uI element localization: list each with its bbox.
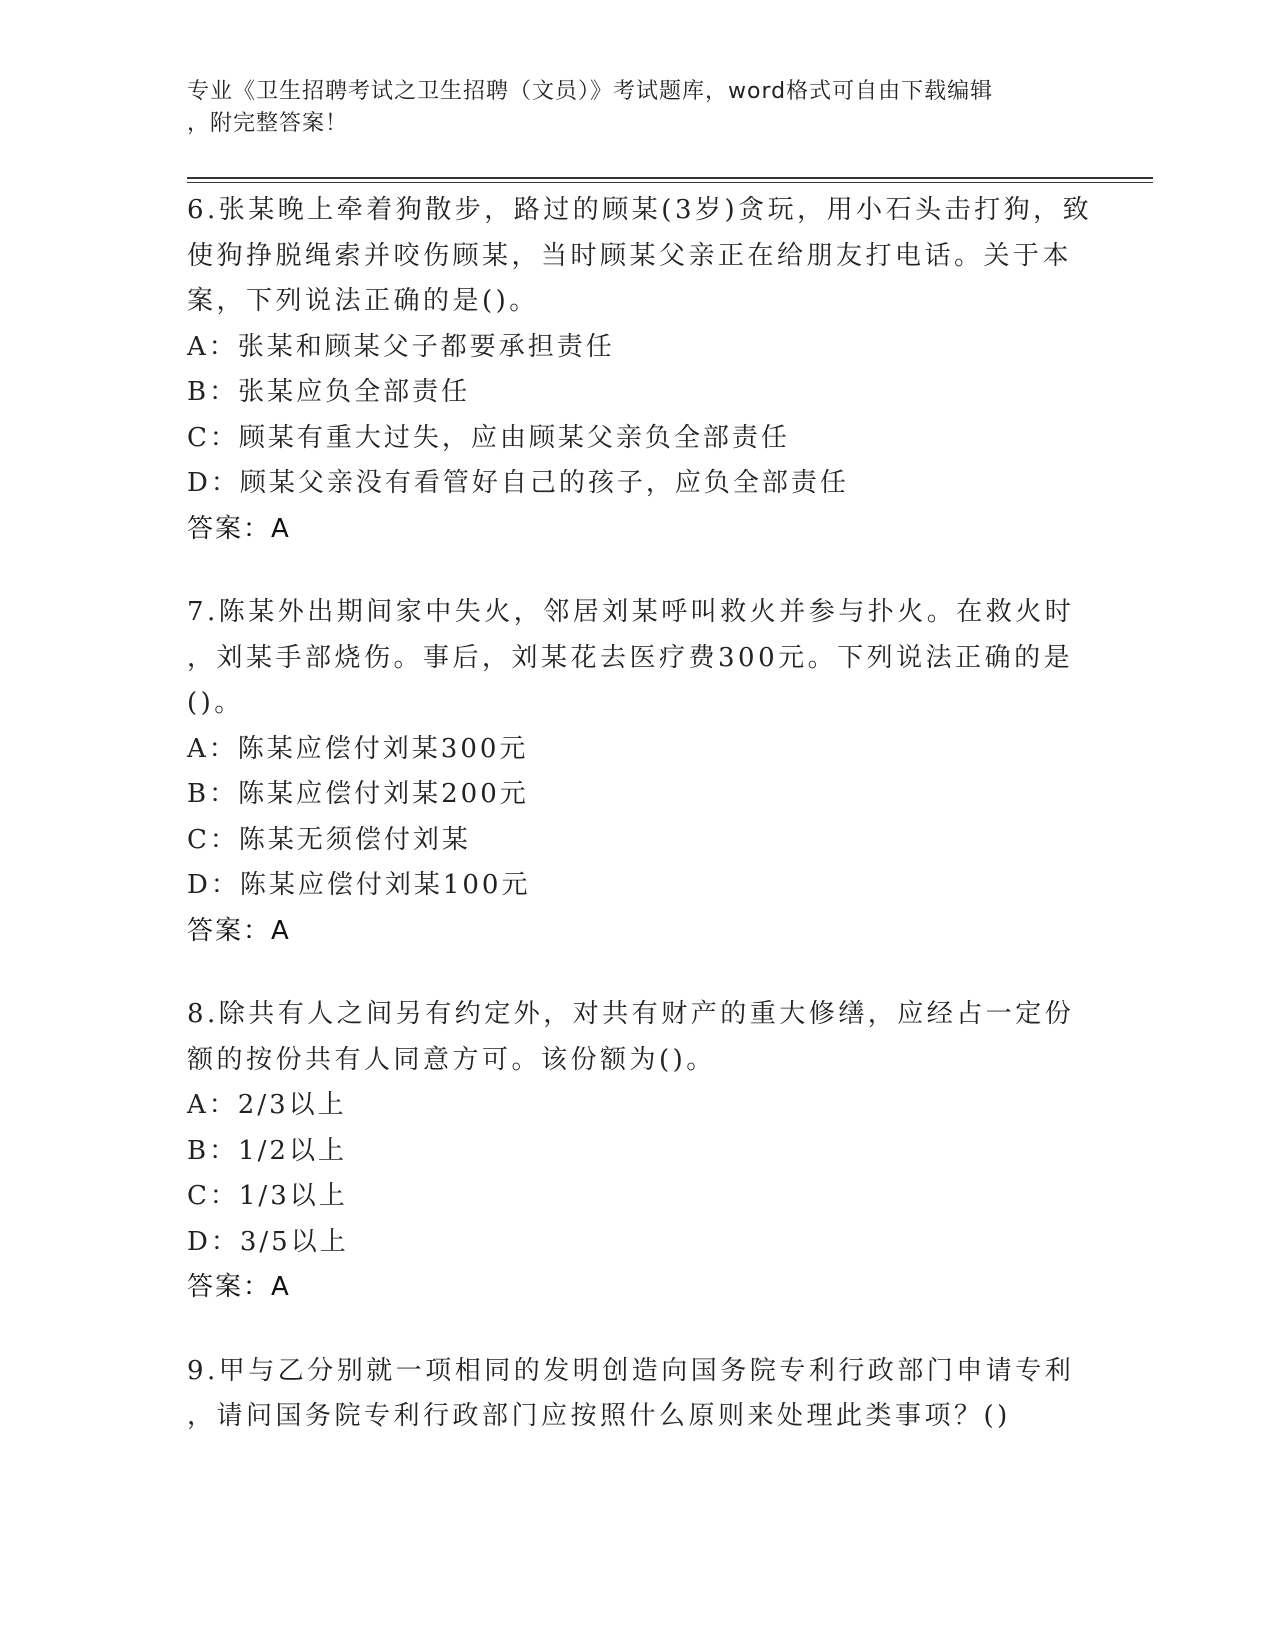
question-item: [187, 1349, 1087, 1440]
option-b: B：陈某应偿付刘某200元: [187, 779, 529, 809]
header-divider: [187, 182, 1153, 183]
question-text: ，请问国务院专利行政部门应按照什么原则来处理此类事项？(): [187, 1401, 1011, 1431]
option-a: A：2/3以上: [187, 1090, 347, 1120]
question-text: 9.甲与乙分别就一项相同的发明创造向国务院专利行政部门申请专利: [187, 1355, 1075, 1386]
question-list: [187, 188, 1093, 1478]
option-c: C：1/3以上: [187, 1181, 348, 1211]
option-c: C：顾某有重大过失，应由顾某父亲负全部责任: [187, 422, 790, 453]
header-divider: [187, 177, 1153, 179]
question-item: [187, 188, 1093, 552]
question-item: [187, 590, 1087, 954]
option-a: A：陈某应偿付刘某300元: [187, 733, 529, 764]
question-text: 使狗挣脱绳索并咬伤顾某，当时顾某父亲正在给朋友打电话。关于本: [187, 240, 1073, 271]
question-text: 案，下列说法正确的是()。: [187, 286, 539, 316]
option-b: B：1/2以上: [187, 1135, 347, 1166]
question-text: 6.张某晚上牵着狗散步，路过的顾某(3岁)贪玩，用小石头击打狗，致: [187, 195, 1093, 225]
option-a: A：张某和顾某父子都要承担责任: [187, 331, 615, 362]
question-text: ，刘某手部烧伤。事后，刘某花去医疗费300元。下列说法正确的是: [187, 642, 1074, 673]
question-text: 8.除共有人之间另有约定外，对共有财产的重大修缮，应经占一定份: [187, 999, 1075, 1029]
question-text: 7.陈某外出期间家中失火，邻居刘某呼叫救火并参与扑火。在救火时: [187, 597, 1075, 627]
document-header: [187, 76, 1067, 140]
option-d: D：3/5以上: [187, 1226, 349, 1257]
answer-text: 答案：A: [187, 915, 291, 946]
header-line: ，附完整答案！: [187, 111, 349, 136]
question-item: [187, 992, 1087, 1311]
option-c: C：陈某无须偿付刘某: [187, 824, 471, 855]
question-text: 额的按份共有人同意方可。该份额为()。: [187, 1044, 716, 1075]
option-d: D：陈某应偿付刘某100元: [187, 870, 531, 900]
option-b: B：张某应负全部责任: [187, 377, 471, 407]
answer-text: 答案：A: [187, 513, 291, 544]
question-text: ()。: [187, 688, 244, 718]
header-line: 专业《卫生招聘考试之卫生招聘（文员）》考试题库，word格式可自由下载编辑: [187, 79, 994, 104]
option-d: D：顾某父亲没有看管好自己的孩子，应负全部责任: [187, 468, 849, 498]
answer-text: 答案：A: [187, 1272, 291, 1302]
